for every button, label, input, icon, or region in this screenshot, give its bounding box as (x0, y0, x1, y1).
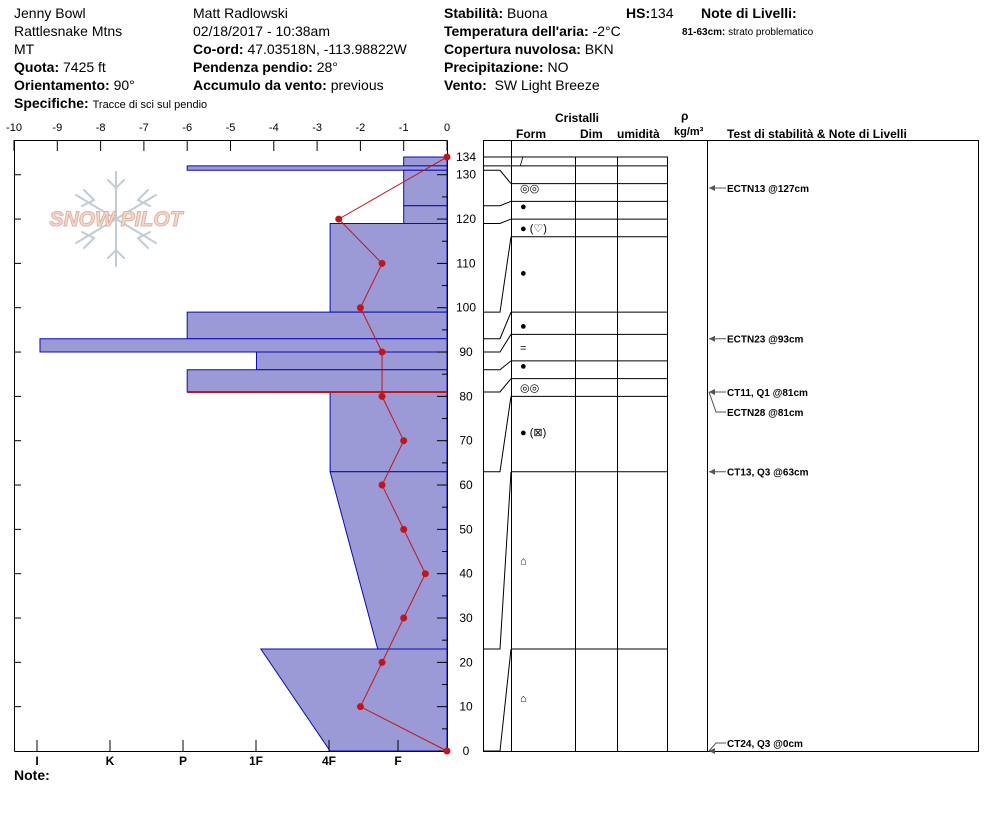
depth-tick-label: 30 (459, 611, 473, 626)
grain-form-symbol: ● (520, 200, 527, 213)
temp-tick-label: -3 (312, 122, 322, 134)
sky-label: Copertura nuvolosa: (444, 41, 581, 57)
layer-connector (483, 312, 511, 339)
temperature-point (444, 154, 451, 161)
temperature-point (379, 482, 386, 489)
hs-label: HS: (626, 5, 651, 21)
depth-tick-label: 120 (455, 212, 477, 227)
hardness-tick-label: 4F (321, 754, 337, 768)
depth-tick-label: 20 (459, 655, 473, 670)
test-arrowhead (709, 185, 715, 191)
temp-tick-label: -5 (225, 122, 236, 134)
temperature-point (379, 349, 386, 356)
snowpilot-logo (50, 172, 185, 266)
depth-tick-label: 130 (455, 167, 477, 182)
layer-connector (483, 334, 511, 352)
precip-label: Precipitazione: (444, 59, 544, 75)
layer-table (484, 141, 979, 752)
temperature-point (335, 216, 342, 223)
layer-connector (483, 361, 511, 370)
wind-loading-label: Accumulo da vento: (193, 77, 327, 93)
layer-note-range: 81-63cm: (682, 27, 726, 38)
test-arrowhead (709, 748, 715, 754)
temperature-point (400, 437, 407, 444)
test-arrowhead (709, 336, 715, 342)
temp-tick-label: -1 (398, 122, 409, 134)
layer-connector (483, 170, 511, 183)
grain-form-symbol: ● (520, 320, 527, 333)
precip-value: NO (547, 59, 569, 75)
depth-tick-label: 70 (459, 433, 473, 448)
grain-form-symbol: ● (520, 360, 527, 373)
layer-note-text: strato problematico (728, 27, 814, 38)
stability-label: Stabilità: (444, 5, 504, 21)
stability-tests (709, 184, 809, 754)
mountain-range: Rattlesnake Mtns (14, 23, 123, 39)
grain-form-symbol: / (520, 156, 524, 169)
temperature-point (422, 570, 429, 577)
grain-forms (520, 156, 547, 704)
stability-test-label: CT24, Q3 @0cm (727, 739, 803, 750)
layer-connector (483, 649, 511, 751)
grain-form-symbol: ● (520, 267, 527, 280)
temperature-point (444, 748, 451, 755)
wind-value: SW Light Breeze (494, 77, 600, 93)
depth-tick-label: 80 (459, 389, 473, 404)
hardness-bar (187, 166, 447, 170)
stability-test-label: ECTN23 @93cm (727, 334, 804, 346)
layer-connector (483, 396, 511, 471)
layer-notes-title: Note di Livelli: (701, 5, 797, 21)
hardness-bar (187, 370, 447, 392)
grain-form-symbol: ⌂ (520, 692, 527, 705)
air-temp-label: Temperatura dell'aria: (444, 23, 589, 39)
hardness-bar (261, 649, 447, 751)
tests-notes-heading: Test di stabilità & Note di Livelli (727, 127, 907, 141)
depth-tick-label: 60 (459, 478, 473, 493)
observation-datetime: 02/18/2017 - 10:38am (193, 23, 330, 39)
layer-connector (483, 379, 511, 392)
stability-test-label: CT11, Q1 @81cm (727, 387, 808, 399)
size-heading: Dim (580, 127, 603, 141)
grain-form-symbol: ◎◎ (520, 183, 540, 196)
coord-label: Co-ord: (193, 41, 244, 57)
temp-tick-label: -10 (6, 122, 22, 134)
grain-form-symbol: ● (♡) (520, 222, 547, 235)
temp-tick-label: -8 (95, 122, 106, 134)
temperature-axis (6, 122, 450, 151)
coord-value: 47.03518N, -113.98822W (247, 41, 407, 57)
wind-label: Vento: (444, 77, 487, 93)
specifics-label: Specifiche: (14, 95, 89, 111)
stability-test-label: ECTN13 @127cm (727, 184, 810, 196)
depth-tick-label: 90 (459, 345, 473, 360)
wind-loading-value: previous (330, 77, 384, 93)
temp-tick-label: -4 (268, 122, 279, 134)
stability-test-label: CT13, Q3 @63cm (727, 467, 809, 479)
layer-connector (483, 472, 511, 649)
grain-form-symbol: ● (⊠) (520, 426, 547, 439)
temp-tick-label: 0 (443, 122, 451, 134)
density-unit-heading: kg/m³ (674, 126, 704, 138)
sky-value: BKN (584, 41, 614, 57)
hardness-bar (40, 339, 447, 352)
grain-form-symbol: ◎◎ (520, 382, 540, 395)
hardness-tick-label: 1F (248, 754, 264, 768)
temp-tick-label: -2 (355, 122, 366, 134)
specifics-value: Tracce di sci sul pendio (92, 99, 208, 111)
observer: Matt Radlowski (193, 5, 288, 21)
temperature-point (379, 393, 386, 400)
layer-table-frame (484, 141, 979, 752)
layer-connector (483, 201, 511, 205)
depth-tick-label: 10 (459, 699, 473, 714)
temperature-point (379, 659, 386, 666)
hardness-tick-label: F (394, 754, 402, 768)
slope-value: 28° (316, 59, 338, 75)
hardness-bar (330, 392, 447, 472)
crystals-heading: Cristalli (555, 111, 600, 125)
temp-tick-label: -9 (52, 122, 63, 134)
location-name: Jenny Bowl (14, 5, 86, 21)
hardness-bar (187, 312, 447, 339)
footer-note-label: Note: (14, 767, 50, 783)
state: MT (14, 41, 35, 57)
layer-connector (483, 237, 511, 312)
temperature-point (357, 703, 364, 710)
rho-heading: ρ (681, 109, 689, 123)
depth-tick-label: 50 (459, 522, 473, 537)
form-heading: Form (516, 127, 546, 141)
test-arrow (709, 392, 726, 412)
elevation-label: Quota: (14, 59, 60, 75)
hardness-bar (330, 223, 447, 312)
grain-form-symbol: = (520, 342, 527, 355)
aspect-label: Orientamento: (14, 77, 110, 93)
hardness-bar (256, 352, 447, 370)
grain-form-symbol: ⌂ (520, 555, 527, 568)
hardness-bar (404, 157, 447, 166)
temperature-point (400, 526, 407, 533)
layer-connector (483, 219, 511, 223)
air-temp-value: -2°C (592, 23, 621, 39)
slope-label: Pendenza pendio: (193, 59, 313, 75)
depth-tick-label: 110 (456, 256, 476, 271)
temperature-point (400, 615, 407, 622)
aspect-value: 90° (113, 77, 135, 93)
hardness-profile (40, 157, 447, 751)
logo-text: SNOW PILOT (49, 208, 183, 231)
test-arrowhead (709, 469, 715, 475)
hardness-bar (404, 170, 447, 205)
hardness-tick-label: P (178, 754, 188, 768)
moisture-heading: umidità (617, 127, 660, 141)
depth-tick-label: 100 (455, 300, 477, 315)
temperature-point (357, 304, 364, 311)
hardness-tick-label: K (105, 754, 115, 768)
depth-tick-label: 40 (459, 566, 473, 581)
hardness-tick-label: I (35, 754, 39, 768)
stability-test-label: ECTN28 @81cm (727, 407, 804, 419)
hardness-bar (404, 206, 447, 224)
stability-value: Buona (507, 5, 548, 21)
hs-value: 134 (650, 5, 674, 21)
elevation-value: 7425 ft (63, 59, 106, 75)
temp-tick-label: -7 (139, 122, 149, 134)
depth-tick-label: 0 (462, 744, 470, 758)
temperature-point (379, 260, 386, 267)
temp-tick-label: -6 (182, 122, 193, 134)
depth-tick-label: 134 (455, 150, 477, 165)
